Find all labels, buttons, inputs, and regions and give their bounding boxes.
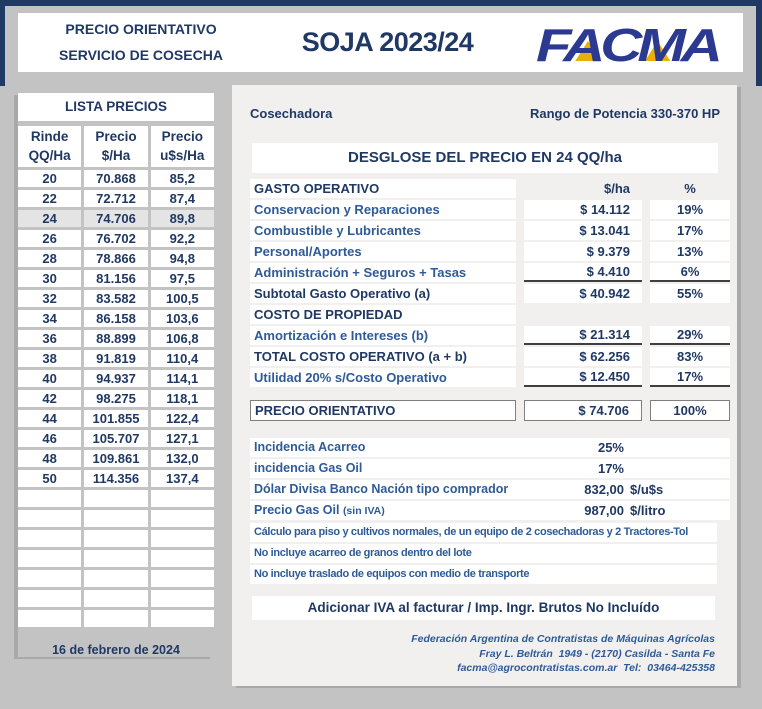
price-cell-ars: 72.712: [84, 190, 147, 207]
param-label: Dólar Divisa Banco Nación tipo comprador: [254, 482, 509, 496]
price-list-panel: [18, 93, 214, 657]
price-cell-rinde: 26: [18, 230, 81, 247]
note-line: Cálculo para piso y cultivos normales, de un equipo de 2 cosechadoras y 2 Tractores-Tol: [250, 523, 717, 542]
page-border-right: [756, 0, 762, 86]
col-header-line: QQ/Ha: [28, 148, 71, 163]
note-line: No incluye traslado de equipos con medio de transporte: [250, 565, 717, 584]
page-title-line2: SERVICIO DE COSECHA: [59, 46, 223, 63]
price-cell-rinde: 38: [18, 350, 81, 367]
col-header-line: Precio: [161, 129, 203, 144]
price-cell-usd: 92,2: [151, 230, 214, 247]
param-value: 832,00: [584, 482, 624, 497]
param-row: [250, 459, 730, 478]
page-title-line1: PRECIO ORIENTATIVO: [65, 21, 217, 38]
price-cell-empty: [151, 510, 214, 527]
price-cell-empty: [84, 510, 147, 527]
price-cell-usd: 87,4: [151, 190, 214, 207]
price-col-header-rinde: [18, 126, 81, 167]
breakdown-title-band: DESGLOSE DEL PRECIO EN 24 QQ/ha: [252, 143, 718, 173]
col-header-line: Rinde: [30, 129, 69, 144]
param-row: [250, 501, 730, 520]
detail-panel: [232, 85, 737, 686]
price-cell-empty: [18, 590, 81, 607]
param-row: [250, 480, 730, 499]
param-value: 25%: [597, 440, 624, 455]
price-cell-rinde: 24: [18, 210, 81, 227]
total-pct: 100%: [650, 400, 730, 421]
breakdown-value: $ 12.450: [524, 368, 642, 387]
price-cell-empty: [18, 530, 81, 547]
price-cell-ars: 76.702: [84, 230, 147, 247]
price-cell-usd: 103,6: [151, 310, 214, 327]
breakdown-pct: 55%: [650, 284, 730, 303]
total-label: PRECIO ORIENTATIVO: [250, 400, 516, 421]
price-cell-usd: 127,1: [151, 430, 214, 447]
price-cell-ars: 101.855: [84, 410, 147, 427]
breakdown-value: $ 4.410: [524, 263, 642, 282]
price-cell-rinde: 40: [18, 370, 81, 387]
price-cell-empty: [151, 610, 214, 627]
page-border-top: [0, 0, 762, 6]
price-cell-rinde: 34: [18, 310, 81, 327]
breakdown-pct: 29%: [650, 326, 730, 345]
param-row: [250, 438, 730, 457]
price-cell-empty: [18, 490, 81, 507]
page-title: [38, 17, 244, 67]
breakdown-label: Combustible y Lubricantes: [250, 221, 516, 240]
price-cell-ars: 83.582: [84, 290, 147, 307]
header-box: [18, 13, 743, 72]
price-cell-ars: 109.861: [84, 450, 147, 467]
breakdown-value: $ 14.112: [524, 200, 642, 219]
breakdown-value: [524, 305, 642, 324]
price-cell-rinde: 22: [18, 190, 81, 207]
price-cell-empty: [151, 590, 214, 607]
price-cell-empty: [18, 510, 81, 527]
price-cell-empty: [84, 570, 147, 587]
price-cell-ars: 91.819: [84, 350, 147, 367]
price-cell-ars: 94.937: [84, 370, 147, 387]
price-cell-empty: [18, 570, 81, 587]
price-cell-empty: [84, 610, 147, 627]
breakdown-value: $/ha: [603, 181, 630, 196]
breakdown-value: $ 13.041: [524, 221, 642, 240]
breakdown-label: Administración + Seguros + Tasas: [250, 263, 516, 282]
param-unit: [624, 438, 730, 457]
price-list-title: LISTA PRECIOS: [18, 93, 214, 121]
price-cell-usd: 97,5: [151, 270, 214, 287]
price-cell-rinde: 42: [18, 390, 81, 407]
param-unit: $/litro: [630, 503, 666, 518]
price-list-grid: [18, 126, 214, 627]
note-line: No incluye acarreo de granos dentro del lote: [250, 544, 717, 563]
price-cell-empty: [18, 550, 81, 567]
page-border-left: [0, 0, 5, 86]
breakdown-label: Conservacion y Reparaciones: [250, 200, 516, 219]
footer-line: facma@agrocontratistas.com.ar Tel: 03464-425358: [457, 662, 715, 675]
price-cell-empty: [84, 590, 147, 607]
price-cell-usd: 110,4: [151, 350, 214, 367]
notes-list: [250, 523, 717, 584]
breakdown-pct: [650, 305, 730, 324]
breakdown-value: $ 40.942: [524, 284, 642, 303]
breakdown-label: Utilidad 20% s/Costo Operativo: [250, 368, 516, 387]
price-cell-usd: 106,8: [151, 330, 214, 347]
price-cell-rinde: 44: [18, 410, 81, 427]
price-cell-ars: 105.707: [84, 430, 147, 447]
breakdown-pct: 17%: [650, 221, 730, 240]
breakdown-pct: 19%: [650, 200, 730, 219]
breakdown-value: $ 62.256: [524, 347, 642, 366]
price-cell-usd: 114,1: [151, 370, 214, 387]
price-cell-usd: 94,8: [151, 250, 214, 267]
breakdown-grid: [250, 179, 730, 387]
price-cell-empty: [84, 530, 147, 547]
price-cell-usd: 85,2: [151, 170, 214, 187]
price-cell-ars: 74.706: [84, 210, 147, 227]
price-cell-usd: 100,5: [151, 290, 214, 307]
price-cell-ars: 78.866: [84, 250, 147, 267]
breakdown-value: $ 9.379: [524, 242, 642, 261]
price-cell-ars: 114.356: [84, 470, 147, 487]
col-header-line: $/Ha: [101, 148, 131, 163]
breakdown-value: $ 21.314: [524, 326, 642, 345]
price-cell-rinde: 50: [18, 470, 81, 487]
price-col-header-precio-ars: [84, 126, 147, 167]
price-cell-empty: [151, 490, 214, 507]
price-cell-ars: 81.156: [84, 270, 147, 287]
param-unit: [624, 459, 730, 478]
price-cell-empty: [151, 550, 214, 567]
breakdown-label: GASTO OPERATIVO: [250, 179, 516, 198]
price-cell-rinde: 28: [18, 250, 81, 267]
param-value: 987,00: [584, 503, 624, 518]
footer-line: Fray L. Beltrán 1949 - (2170) Casilda - Santa Fe: [479, 647, 715, 660]
col-header-line: u$s/Ha: [160, 148, 205, 163]
total-value: $ 74.706: [524, 400, 642, 421]
harvest-date: 16 de febrero de 2024: [52, 643, 180, 657]
price-cell-ars: 88.899: [84, 330, 147, 347]
breakdown-label: Amortización e Intereses (b): [250, 326, 516, 345]
iva-band: Adicionar IVA al facturar / Imp. Ingr. Brutos No Incluído: [252, 596, 715, 620]
price-total-row: [250, 400, 730, 421]
param-label: incidencia Gas Oil: [254, 461, 363, 475]
param-label-suffix: (sin IVA): [342, 505, 385, 517]
price-cell-empty: [18, 610, 81, 627]
price-col-header-precio-usd: [151, 126, 214, 167]
breakdown-pct: 13%: [650, 242, 730, 261]
price-cell-empty: [151, 530, 214, 547]
svg-text:FACMA: FACMA: [536, 19, 718, 67]
facma-logo: [531, 19, 731, 67]
crop-title: SOJA 2023/24: [301, 27, 474, 57]
price-cell-rinde: 36: [18, 330, 81, 347]
footer-block: [250, 632, 715, 676]
price-cell-rinde: 48: [18, 450, 81, 467]
price-cell-ars: 86.158: [84, 310, 147, 327]
price-cell-rinde: 32: [18, 290, 81, 307]
price-cell-ars: 98.275: [84, 390, 147, 407]
breakdown-pct: 83%: [650, 347, 730, 366]
price-cell-usd: 89,8: [151, 210, 214, 227]
breakdown-label: Subtotal Gasto Operativo (a): [250, 284, 516, 303]
price-cell-rinde: 30: [18, 270, 81, 287]
breakdown-pct: %: [684, 181, 696, 196]
breakdown-pct: 17%: [650, 368, 730, 387]
price-cell-rinde: 46: [18, 430, 81, 447]
footer-line: Federación Argentina de Contratistas de Máquinas Agrícolas: [411, 633, 715, 645]
param-label: Precio Gas Oil (sin IVA): [254, 503, 385, 517]
price-cell-usd: 118,1: [151, 390, 214, 407]
param-value: 17%: [597, 461, 624, 476]
col-header-line: Precio: [95, 129, 137, 144]
price-cell-rinde: 20: [18, 170, 81, 187]
breakdown-label: TOTAL COSTO OPERATIVO (a + b): [250, 347, 516, 366]
machine-row: [250, 85, 730, 121]
price-cell-empty: [151, 570, 214, 587]
breakdown-pct: 6%: [650, 263, 730, 282]
power-range-label: Rango de Potencia 330-370 HP: [529, 106, 720, 121]
price-cell-empty: [84, 550, 147, 567]
price-cell-usd: 122,4: [151, 410, 214, 427]
price-cell-ars: 70.868: [84, 170, 147, 187]
machine-label: Cosechadora: [250, 106, 333, 121]
params-list: [250, 438, 730, 520]
param-label: Incidencia Acarreo: [254, 440, 366, 454]
breakdown-label: Personal/Aportes: [250, 242, 516, 261]
price-cell-usd: 132,0: [151, 450, 214, 467]
breakdown-label: COSTO DE PROPIEDAD: [250, 305, 516, 324]
param-unit: $/u$s: [630, 482, 664, 497]
price-cell-usd: 137,4: [151, 470, 214, 487]
price-cell-empty: [84, 490, 147, 507]
facma-logo-icon: [536, 19, 726, 67]
